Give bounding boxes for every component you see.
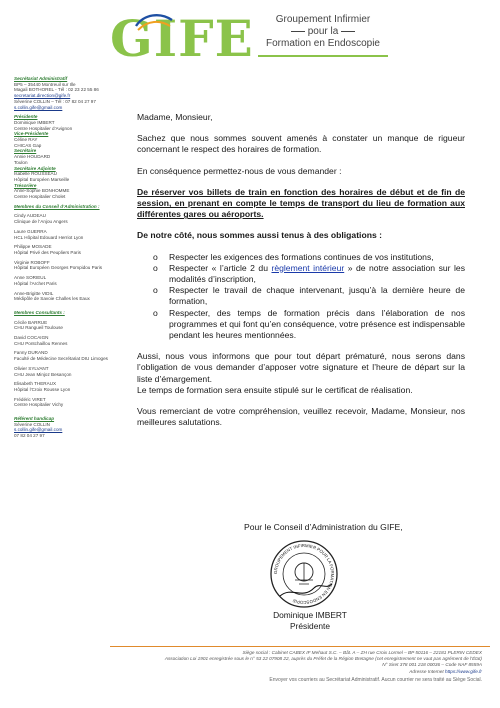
gife-logo <box>110 9 254 68</box>
list-item <box>153 308 465 342</box>
president-name: Dominique IMBERT <box>14 119 55 125</box>
consultant-name: Olivier SYLVANT <box>14 365 49 371</box>
treasurer-heading: Trésorière <box>14 182 37 188</box>
obligations-list <box>137 252 465 342</box>
vice-president-heading: Vice-Présidente <box>14 131 49 137</box>
consultant-org: CHU Jean Minjoz Besançon <box>14 371 72 377</box>
list-item <box>153 263 465 285</box>
consultant-name: Frédéric VIRET <box>14 396 46 402</box>
council-member-org: Hôpital Européen Georges Pompidou Paris <box>14 265 103 271</box>
council-heading: Membres du Conseil d’Administration : <box>14 203 100 209</box>
consultant-name: Fanny DURAND <box>14 350 48 356</box>
footer-address: Siège social : Cabinet CABEX IF Mehaut S.C. – Bât. A – ZH rue Croix Lormel – BP 50116 – 22181 PLERIN CEDEX <box>242 650 482 655</box>
bullet-icon: o <box>153 307 158 318</box>
council-member-org: Médipôle de Savoie Challes les Eaux <box>14 296 90 302</box>
consultant-name: Elisabeth THERAUX <box>14 381 57 387</box>
president-heading: Présidente <box>14 114 38 120</box>
footer <box>82 650 482 683</box>
deputy-secretary-org: Hôpital Européen Marseille <box>14 176 70 182</box>
closing-line: Pour le Conseil d’Administration du GIFE, <box>244 522 403 532</box>
paragraph-intro: Sachez que nous sommes souvent amenés à constater un manque de rigueur concernant le respect des horaires de formation. <box>137 133 465 155</box>
consultants-heading: Membres Consultants : <box>14 309 65 315</box>
obligation-text-before: Respecter « l’article 2 du <box>169 262 272 273</box>
footer-divider <box>110 646 490 647</box>
org-title-line-1: Groupement Infirmier <box>275 14 371 25</box>
list-item <box>153 252 465 263</box>
president-org: Centre Hospitalier d’Avignon <box>14 125 73 131</box>
handicap-referent-heading: Référent handicap <box>14 416 55 422</box>
consultant-org: Centre Hospitalier Vichy <box>14 402 64 408</box>
list-item <box>153 285 465 307</box>
association-stamp <box>266 538 342 610</box>
obligation-text: Respecter le travail de chaque intervenant, jusqu’à la dernière heure de formation, <box>169 285 465 307</box>
treasurer-name: Anne-Sophie BONHOMME <box>14 188 70 194</box>
obligation-text: Respecter, des temps de formation précis dans l’élaboration de nos programmes et qui font qu’en conséquence, votre présence est indispensable pendant les heures mentionnées. <box>169 307 465 341</box>
header-underline <box>258 55 388 57</box>
paragraph-booking: De réserver vos billets de train en fonction des horaires de début et de fin de session, en prenant en compte le temps de transport du lieu de formation aux différentes gares ou aéroports. <box>137 186 465 220</box>
handicap-referent-name: Séverine COLLIN <box>14 421 51 427</box>
signer-name: Dominique IMBERT <box>273 610 347 620</box>
secretary-org: Toulon <box>14 159 28 165</box>
letter-body <box>137 112 465 438</box>
signature-block <box>262 610 358 632</box>
title-rule-left <box>291 31 305 32</box>
sidebar <box>14 76 132 439</box>
council-member-name: Anne-Brigitte VIDIL <box>14 290 54 296</box>
council-member-name: Anne SORIEUL <box>14 275 47 281</box>
handicap-referent-phone: 07 82 04 27 97 <box>14 433 45 439</box>
paragraph-closing: Vous remerciant de votre compréhension, veuillez recevoir, Madame, Monsieur, nos meilleures salutations. <box>137 406 465 428</box>
stamp-text: GROUPEMENT INFIRMIER POUR LA FORMATION EN ENDOSCOPIE <box>272 542 336 606</box>
consultant-name: Cécile BARRUE <box>14 319 48 325</box>
paragraph-obligations-heading: De notre côté, nous sommes aussi tenus à des obligations : <box>137 230 382 241</box>
secretariat-email-2[interactable]: s.collin.gife@gmail.com <box>14 104 63 110</box>
secretariat-heading: Secrétariat Administratif <box>14 76 68 81</box>
paragraph-certificate: Le temps de formation sera ensuite stipulé sur le certificat de réalisation. <box>137 384 413 395</box>
paragraph-request: En conséquence permettez-nous de vous demander : <box>137 165 342 176</box>
title-rule-right <box>341 31 355 32</box>
secretariat-email[interactable]: secretariat.direction@gife.fr <box>14 93 71 99</box>
deputy-secretary-name: Isabelle ROUSSEAU <box>14 171 57 177</box>
deputy-secretary-heading: Secrétaire Adjointe <box>14 165 56 171</box>
salutation: Madame, Monsieur, <box>137 112 213 122</box>
consultant-org: Hôpital l’Croix Rousse Lyon <box>14 386 71 392</box>
council-member-name: Laure GUERRA <box>14 228 47 234</box>
secretary-name: Annie HOUDARD <box>14 154 51 160</box>
council-member-name: Virginie ROBOFF <box>14 259 50 265</box>
consultant-name: David COCAIGN <box>14 335 49 341</box>
council-member-org: Hôpital l’Archet Paris <box>14 280 57 286</box>
council-member-org: HCL Hôpital Edouard Herriot Lyon <box>14 234 84 240</box>
bullet-icon: o <box>153 285 158 296</box>
secretary-heading: Secrétaire <box>14 148 37 154</box>
signer-role: Présidente <box>289 621 331 631</box>
bullet-icon: o <box>153 251 158 262</box>
footer-siret: N° Siret 378 001 218 00036 – Code NAF 8559A <box>382 662 482 668</box>
vice-president-name: Céline RAY <box>14 137 38 143</box>
logo-wordmark: GIFE <box>110 9 254 68</box>
footer-registration: Association Loi 1901 enregistrée sous le n° 53 22 07908 22, auprès du Préfet de la Région Bretagne (cet enregistrement ne vaut pas agrément de l’État) <box>164 656 482 662</box>
footer-website-link[interactable]: https://www.gife.fr <box>445 668 482 674</box>
council-member-org: Hôpital Privé des Peupliers Paris <box>14 249 81 255</box>
consultant-org: Faculté de Médecine Secrétariat DIU Limoges <box>14 356 108 362</box>
footer-mail-notice: Envoyer vos courriers au Secrétariat Administratif. Aucun courrier ne sera traité au Siège Social. <box>269 676 482 683</box>
organization-title <box>258 14 388 50</box>
council-member-name: Cindy AUDEAU <box>14 213 46 219</box>
obligation-text: Respecter les exigences des formations continues de vos institutions, <box>169 251 434 262</box>
internal-rules-link[interactable]: règlement intérieur <box>271 262 345 273</box>
secretariat-contact: Magali BOTHOREL - Tél : 02 23 22 55 86 <box>14 87 99 93</box>
obligation-text-after: » de notre association sur les modalités d’inscription, <box>169 262 465 285</box>
secretariat-address: BP5 – 35440 Montreuil sur Ille <box>14 81 76 87</box>
logo-swirl-icon <box>134 12 174 34</box>
paragraph-departure: Aussi, nous vous informons que pour tout départ prématuré, nous serons dans l’obligation de vous demander d’apposer votre signature et l’heure de départ sur la liste d’émargement. <box>137 351 465 384</box>
council-member-name: Philippe MOSADE <box>14 244 52 250</box>
treasurer-org: Centre Hospitalier Cholet <box>14 194 66 200</box>
handicap-referent-email[interactable]: s.collin.gife@gmail.com <box>14 427 63 433</box>
council-member-org: Clinique de l’Anjou Angers <box>14 219 68 225</box>
footer-website-label: Adresse Internet <box>409 668 445 674</box>
consultant-org: CHU Rangueil Toulouse <box>14 325 63 331</box>
org-title-line-2: pour la <box>307 26 339 37</box>
org-title-line-3: Formation en Endoscopie <box>266 38 380 49</box>
bullet-icon: o <box>153 262 158 273</box>
consultant-org: CHU Pontchaillou Rennes <box>14 340 68 346</box>
vice-president-org: CHICAS Gap <box>14 142 42 148</box>
secretariat-contact-2: Séverine COLLIN – Tél : 07 82 04 27 97 <box>14 98 96 104</box>
